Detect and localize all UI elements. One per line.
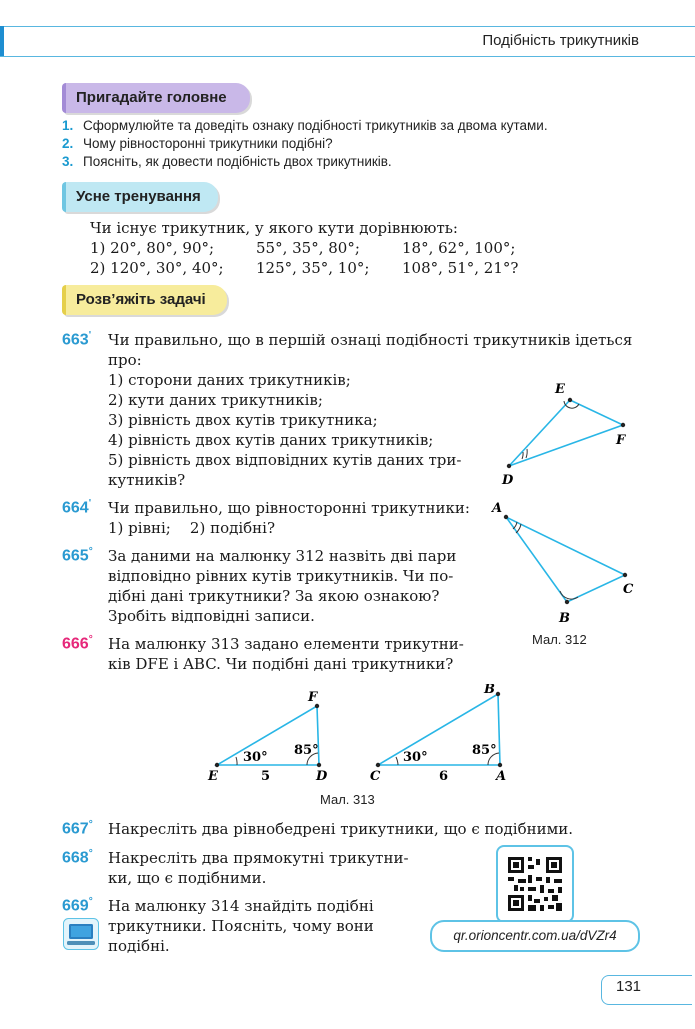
problem-number: 668 [62,849,89,867]
point-f [621,423,625,427]
problem-number: 664 [62,499,89,517]
question-text: Поясніть, як довести подібність двох трикутників. [83,154,392,169]
difficulty-mark: ° [88,896,93,907]
oral-row-2-a: 2) 120°, 30°, 40°; [90,259,224,277]
problem-669-line-3: подібні. [108,937,170,955]
label-a: A [496,769,507,784]
problem-667-line-1: Накресліть два рівнобедрені трикутники, що є подібними. [108,820,574,838]
angle-label-c: 30° [403,750,428,765]
problem-number-668 [62,848,93,867]
problem-number-663 [62,330,91,349]
problem-number-665 [62,546,93,565]
triangle-acb [506,517,625,602]
problem-665-line-1: За даними на малюнку 312 назвіть дві пари [108,547,457,565]
qr-code-frame[interactable] [496,845,574,923]
problem-number: 667 [62,820,89,838]
point-a [504,515,508,519]
problem-663-line-7: 5) рівність двох відповідних кутів даних три- [108,451,462,469]
label-c: C [370,769,381,784]
angle-label-e: 30° [243,750,268,765]
problem-666-line-1: На малюнку 313 задано елементи трикутни- [108,635,464,653]
section-tag-oral: Усне тренування [62,182,218,212]
problem-665-line-3: дібні дані трикутники? За якою ознакою? [108,587,440,605]
oral-row-2-b: 125°, 35°, 10°; [256,259,370,277]
difficulty-mark: ' [88,330,92,341]
problem-663-line-4: 2) кути даних трикутників; [108,391,323,409]
problem-number: 665 [62,547,89,565]
difficulty-mark: ' [88,498,92,509]
label-b: B [559,611,570,626]
oral-row-1-b: 55°, 35°, 80°; [256,239,360,257]
problem-663-line-6: 4) рівність двох кутів даних трикутників; [108,431,434,449]
angle-label-a: 85° [472,743,497,758]
oral-row-1-a: 1) 20°, 80°, 90°; [90,239,215,257]
problem-number-669 [62,896,93,915]
angle-arc-d [522,452,523,459]
side-label-ed: 5 [261,769,271,784]
recall-question-2 [62,136,333,151]
recall-question-3 [62,154,392,169]
problem-number-666 [62,634,93,653]
label-b: B [484,684,495,697]
point-b [496,692,500,696]
angle-label-d: 85° [294,743,319,758]
page-number: 131 [616,978,642,995]
label-a: A [492,501,503,516]
question-number: 3. [62,154,74,169]
angle-arc-a2 [516,524,521,533]
label-e: E [555,382,565,397]
point-c [623,573,627,577]
figure-312 [490,378,640,628]
problem-669-line-1: На малюнку 314 знайдіть подібні [108,897,374,915]
page-number-frame [601,975,692,1005]
computer-icon [63,918,99,950]
label-f: F [616,433,626,448]
problem-number: 669 [62,897,89,915]
label-f: F [308,690,318,705]
problem-666-line-2: ків DFE і ABC. Чи подібні дані трикутники? [108,655,454,673]
section-tag-solve: Розв’яжіть задачі [62,285,227,315]
figure-313-caption: Мал. 313 [320,792,375,807]
angle-arc-c [396,757,398,765]
point-e [568,398,572,402]
side-label-ca: 6 [439,769,449,784]
running-title: Подібність трикутників [482,32,639,49]
label-d: D [502,473,514,488]
problem-668-line-2: ки, що є подібними. [108,869,267,887]
problem-number-664 [62,498,91,517]
section-tag-recall: Пригадайте головне [62,83,250,113]
figure-313 [200,684,520,784]
oral-row-1-c: 18°, 62°, 100°; [402,239,516,257]
difficulty-mark: ° [88,848,93,859]
problem-663-line-5: 3) рівність двох кутів трикутника; [108,411,378,429]
question-text: Сформулюйте та доведіть ознаку подібності трикутників за двома кутами. [83,118,548,133]
point-e [215,763,219,767]
label-d: D [316,769,328,784]
problem-668-line-1: Накресліть два прямокутні трикутни- [108,849,409,867]
point-d [317,763,321,767]
problem-663-line-8: кутників? [108,471,186,489]
difficulty-mark: ° [88,819,93,830]
angle-arc-e [236,757,237,765]
question-number: 1. [62,118,74,133]
point-c [376,763,380,767]
question-text: Чому рівносторонні трикутники подібні? [83,136,333,151]
problem-665-line-2: відповідно рівних кутів трикутників. Чи по- [108,567,454,585]
problem-665-line-4: Зробіть відповідні записи. [108,607,315,625]
recall-question-1 [62,118,548,133]
point-d [507,464,511,468]
difficulty-mark: ° [88,546,93,557]
point-b [565,600,569,604]
label-c: C [623,582,634,597]
problem-664-line-1: Чи правильно, що рівносторонні трикутники: [108,499,470,517]
header-accent [0,26,4,56]
question-number: 2. [62,136,74,151]
problem-number: 666 [62,635,89,653]
problem-663-line-2: про: [108,351,142,369]
oral-intro: Чи існує трикутник, у якого кути дорівнюють: [90,219,458,237]
problem-664-line-2: 1) рівні; 2) подібні? [108,519,276,537]
problem-number: 663 [62,331,89,349]
figure-312-caption: Мал. 312 [532,632,587,647]
problem-669-line-2: трикутники. Поясніть, чому вони [108,917,374,935]
label-e: E [208,769,218,784]
angle-arc-a [513,522,517,529]
problem-663-line-3: 1) сторони даних трикутників; [108,371,351,389]
point-a [498,763,502,767]
problem-663-line-1: Чи правильно, що в першій ознаці подібності трикутників ідеться [108,331,633,349]
qr-code-icon [498,847,572,921]
problem-number-667 [62,819,93,838]
angle-arc-d2 [526,449,527,458]
oral-row-2-c: 108°, 51°, 21°? [402,259,519,277]
difficulty-mark: ° [88,634,93,645]
qr-link[interactable]: qr.orioncentr.com.ua/dVZr4 [430,920,640,952]
